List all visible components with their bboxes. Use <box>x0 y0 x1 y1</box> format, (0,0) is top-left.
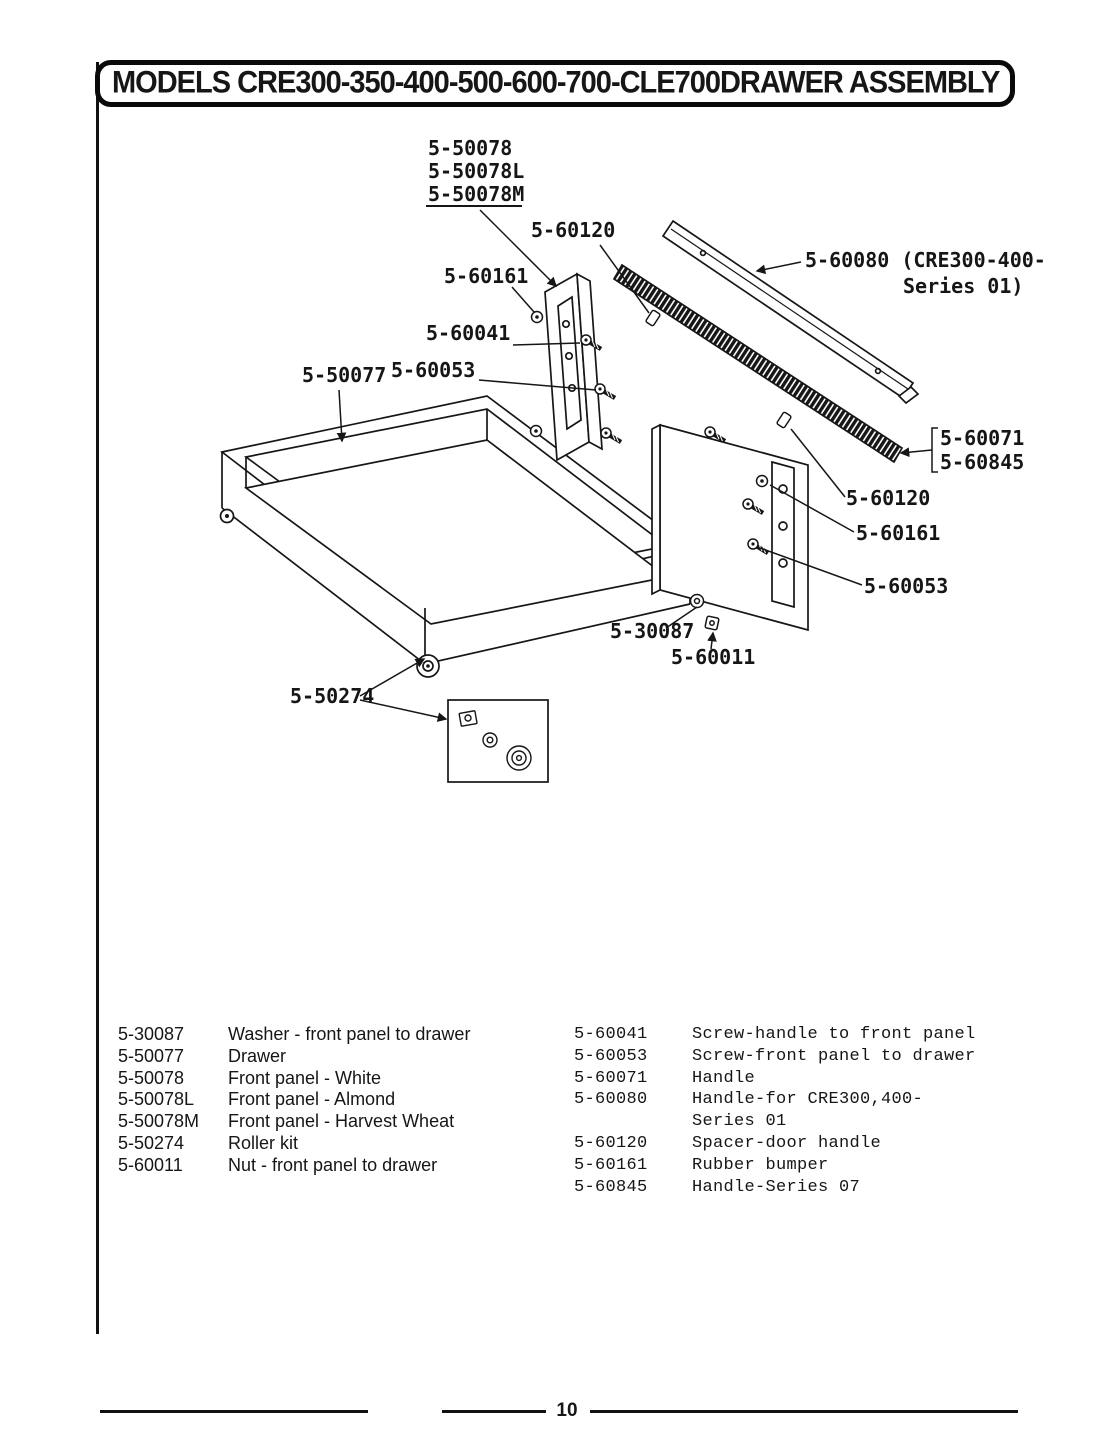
part-row <box>118 1068 568 1090</box>
part-row <box>574 1024 1074 1046</box>
header-models: MODELS CRE300-350-400-500-600-700-CLE700 <box>112 65 720 101</box>
part-description: Screw-handle to front panel <box>692 1025 976 1044</box>
callout-screw-front-panel: 5-60053 <box>391 358 476 382</box>
part-description: Washer - front panel to drawer <box>228 1024 471 1044</box>
part-row <box>574 1155 1074 1177</box>
page-number: 10 <box>556 1400 578 1421</box>
part-number: 5-60053 <box>574 1046 648 1066</box>
footer-rule-right <box>590 1410 1018 1413</box>
callout-spacer-right: 5-60120 <box>846 486 931 510</box>
door-panel-shape <box>652 425 808 630</box>
part-number: 5-60071 <box>574 1068 648 1088</box>
nut-60011 <box>705 616 719 630</box>
part-row <box>574 1046 1074 1068</box>
part-number <box>574 1111 692 1133</box>
header-box <box>95 60 1015 107</box>
part-number: 5-60120 <box>574 1133 648 1153</box>
drawer-roller-left <box>221 510 234 523</box>
part-description: Handle <box>692 1068 756 1088</box>
exploded-drawer-assembly-diagram <box>0 120 1100 810</box>
callout-washer: 5-30087 <box>610 619 695 643</box>
part-row <box>118 1155 568 1177</box>
part-number: 5-50274 <box>118 1132 185 1153</box>
part-number: 5-60161 <box>574 1155 648 1175</box>
part-number: 5-50078 <box>118 1067 185 1088</box>
callout-front-panel-harvest: 5-50078M <box>428 182 525 206</box>
part-number: 5-60011 <box>118 1154 183 1175</box>
callout-screw-handle: 5-60041 <box>426 321 511 345</box>
spacer-right <box>776 412 791 429</box>
part-number: 5-30087 <box>118 1024 185 1044</box>
part-number: 5-50078M <box>118 1111 200 1132</box>
part-description: Series 01 <box>692 1112 787 1132</box>
callout-handle: 5-60071 <box>940 426 1025 450</box>
callout-spacer-top: 5-60120 <box>531 218 616 242</box>
callout-nut: 5-60011 <box>671 645 756 669</box>
part-row-continuation <box>574 1111 1074 1133</box>
callout-handle-series07: 5-60845 <box>940 450 1025 474</box>
footer-rule-mid <box>442 1410 546 1413</box>
part-row <box>118 1111 568 1133</box>
front-panel-shape <box>545 274 602 460</box>
part-number: 5-60845 <box>574 1177 648 1197</box>
part-row <box>118 1024 568 1046</box>
part-description: Front panel - Harvest Wheat <box>228 1111 455 1132</box>
washer-30087 <box>691 595 704 608</box>
header-title: DRAWER ASSEMBLY <box>719 65 1000 101</box>
callout-front-panel-almond: 5-50078L <box>428 159 525 183</box>
part-row <box>574 1133 1074 1155</box>
part-description: Nut - front panel to drawer <box>228 1154 438 1175</box>
roller-kit-inset <box>448 700 548 782</box>
part-description: Front panel - White <box>228 1067 382 1088</box>
callout-handle-series01-line2: Series 01) <box>903 274 1024 298</box>
bumper-top <box>532 312 543 323</box>
page-footer <box>0 1400 1100 1430</box>
callout-screw-right: 5-60053 <box>864 574 949 598</box>
callout-drawer: 5-50077 <box>302 363 387 387</box>
part-row <box>118 1133 568 1155</box>
parts-list-right-column <box>574 1024 1074 1198</box>
part-description: Front panel - Almond <box>228 1089 396 1110</box>
bumper-mid <box>531 426 542 437</box>
part-row <box>118 1046 568 1068</box>
footer-rule-left <box>100 1410 368 1413</box>
callout-roller-kit: 5-50274 <box>290 684 375 708</box>
part-row <box>574 1068 1074 1090</box>
part-description: Handle-for CRE300,400- <box>692 1090 924 1110</box>
part-description: Spacer-door handle <box>692 1133 882 1153</box>
part-row <box>574 1177 1074 1199</box>
part-description: Rubber bumper <box>692 1155 829 1175</box>
screw-extra <box>601 428 621 442</box>
callout-front-panel-white: 5-50078 <box>428 136 513 160</box>
part-row <box>574 1089 1074 1111</box>
part-number: 5-50078L <box>118 1089 195 1110</box>
part-description: Handle-Series 07 <box>692 1177 861 1197</box>
part-number: 5-50077 <box>118 1045 185 1066</box>
part-description: Screw-front panel to drawer <box>692 1046 976 1066</box>
drawer-roller-front <box>417 655 439 677</box>
part-description: Roller kit <box>228 1132 299 1153</box>
parts-list-left-column <box>118 1024 568 1177</box>
callout-bumper-top: 5-60161 <box>444 264 529 288</box>
callout-bumper-right: 5-60161 <box>856 521 941 545</box>
part-number: 5-60080 <box>574 1090 648 1110</box>
part-description: Drawer <box>228 1045 287 1066</box>
callout-handle-series01-line1: 5-60080 (CRE300-400- <box>805 248 1046 272</box>
part-number: 5-60041 <box>574 1025 648 1044</box>
part-row <box>118 1089 568 1111</box>
bumper-right <box>757 476 768 487</box>
